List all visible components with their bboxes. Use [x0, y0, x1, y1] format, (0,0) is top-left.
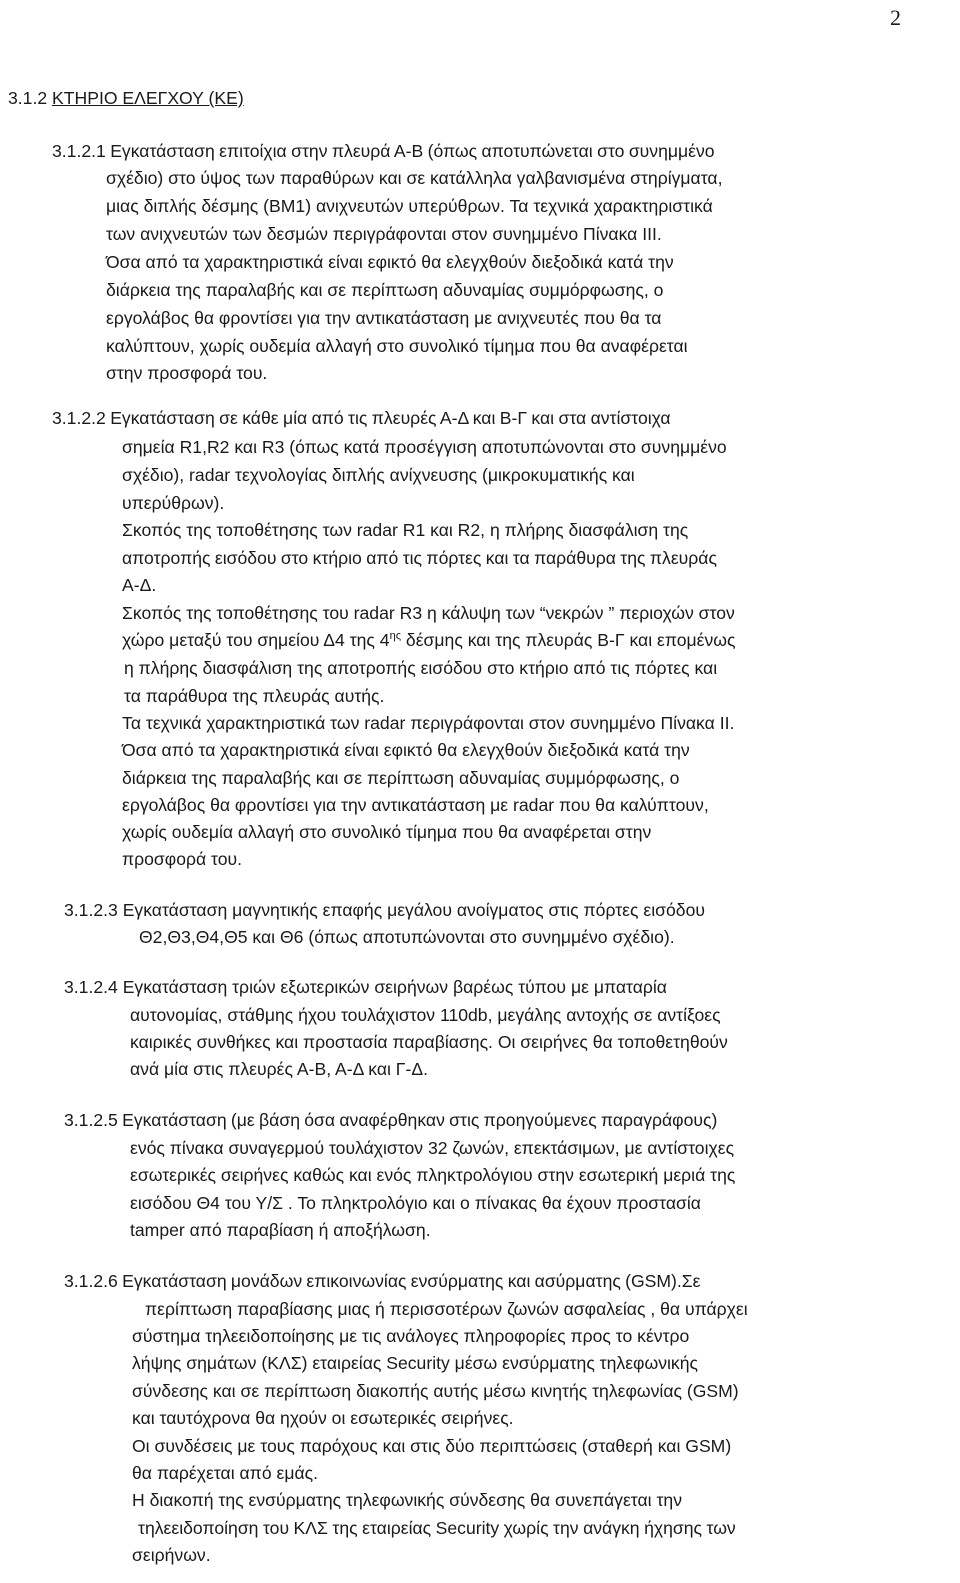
paragraph-line: σημεία R1,R2 και R3 (όπως κατά προσέγγιση αποτυπώνονται στο συνημμένο: [122, 437, 727, 457]
paragraph-line: εσωτερικές σειρήνες καθώς και ενός πληκτρολόγιου στην εσωτερική μεριά της: [130, 1165, 736, 1185]
paragraph-line: ανά μία στις πλευρές Α-Β, Α-Δ και Γ-Δ.: [130, 1059, 429, 1079]
paragraph-line: υπερύθρων).: [122, 493, 225, 513]
paragraph-line: η πλήρης διασφάλιση της αποτροπής εισόδου στο κτήριο από τις πόρτες και: [124, 658, 718, 678]
paragraph-line: τα παράθυρα της πλευράς αυτής.: [124, 686, 385, 706]
line-text: χώρο μεταξύ του σημείου Δ4 της 4: [122, 630, 390, 650]
paragraph-line: σειρήνων.: [132, 1545, 211, 1565]
paragraph-line: 3.1.2.2 Εγκατάσταση σε κάθε μία από τις πλευρές Α-Δ και Β-Γ και στα αντίστοιχα: [52, 408, 671, 428]
paragraph-line: εργολάβος θα φροντίσει για την αντικατάσταση με radar που θα καλύπτουν,: [122, 795, 709, 815]
paragraph-line: αυτονομίας, στάθμης ήχου τουλάχιστον 110db, μεγάλης αντοχής σε αντίξοες: [130, 1005, 721, 1025]
paragraph-line: 3.1.2.6 Εγκατάσταση μονάδων επικοινωνίας ενσύρματης και ασύρματης (GSM).Σε: [64, 1271, 701, 1291]
paragraph-line: Όσα από τα χαρακτηριστικά είναι εφικτό θα ελεγχθούν διεξοδικά κατά την: [122, 740, 690, 760]
page-number: 2: [890, 5, 901, 30]
ordinal-superscript: ης: [389, 630, 402, 643]
paragraph-line: εργολάβος θα φροντίσει για την αντικατάσταση με ανιχνευτές που θα τα: [106, 308, 662, 328]
paragraph-line: σύστημα τηλεειδοποίησης με τις ανάλογες πληροφορίες προς το κέντρο: [132, 1326, 690, 1346]
paragraph-line: προσφορά του.: [122, 849, 243, 869]
paragraph-line: Σκοπός της τοποθέτησης των radar R1 και R2, η πλήρης διασφάλιση της: [122, 520, 689, 540]
paragraph-line: θα παρέχεται από εμάς.: [132, 1463, 319, 1483]
paragraph-line: Τα τεχνικά χαρακτηριστικά των radar περιγράφονται στον συνημμένο Πίνακα ΙΙ.: [122, 713, 735, 733]
heading-title: ΚΤΗΡΙΟ ΕΛΕΓΧΟΥ (ΚΕ): [52, 88, 244, 108]
paragraph-line: καιρικές συνθήκες και προστασία παραβίασης. Οι σειρήνες θα τοποθετηθούν: [130, 1032, 728, 1052]
paragraph-line: τηλεειδοποίηση του ΚΛΣ της εταιρείας Security χωρίς την ανάγκη ήχησης των: [138, 1518, 736, 1538]
paragraph-line: και ταυτόχρονα θα ηχούν οι εσωτερικές σειρήνες.: [132, 1408, 514, 1428]
paragraph-line: χωρίς ουδεμία αλλαγή στο συνολικό τίμημα που θα αναφέρεται στην: [122, 822, 652, 842]
paragraph-line: μιας διπλής δέσμης (ΒΜ1) ανιχνευτών υπερύθρων. Τα τεχνικά χαρακτηριστικά: [106, 196, 713, 216]
paragraph-line: Α-Δ.: [122, 575, 157, 595]
heading-number: 3.1.2: [8, 88, 48, 108]
paragraph-line: των ανιχνευτών των δεσμών περιγράφονται στον συνημμένο Πίνακα ΙΙΙ.: [106, 224, 662, 244]
paragraph-line: tamper από παραβίαση ή αποξήλωση.: [130, 1220, 431, 1240]
paragraph-line: ενός πίνακα συναγερμού τουλάχιστον 32 ζωνών, επεκτάσιμων, με αντίστοιχες: [130, 1138, 735, 1158]
paragraph-line: περίπτωση παραβίασης μιας ή περισσοτέρων ζωνών ασφαλείας , θα υπάρχει: [145, 1299, 748, 1319]
paragraph-line: 3.1.2.3 Εγκατάσταση μαγνητικής επαφής μεγάλου ανοίγματος στις πόρτες εισόδου: [64, 900, 705, 920]
paragraph-line: Η διακοπή της ενσύρματης τηλεφωνικής σύνδεσης θα συνεπάγεται την: [132, 1490, 683, 1510]
paragraph-line: 3.1.2.4 Εγκατάσταση τριών εξωτερικών σειρήνων βαρέως τύπου με μπαταρία: [64, 977, 667, 997]
paragraph-line: [122, 628, 736, 652]
section-heading: [8, 86, 244, 110]
paragraph-line: σχέδιο) στο ύψος των παραθύρων και σε κατάλληλα γαλβανισμένα στηρίγματα,: [106, 168, 723, 188]
paragraph-line: διάρκεια της παραλαβής και σε περίπτωση αδυναμίας συμμόρφωσης, ο: [122, 768, 680, 788]
paragraph-line: διάρκεια της παραλαβής και σε περίπτωση αδυναμίας συμμόρφωσης, ο: [106, 280, 664, 300]
paragraph-line: 3.1.2.1 Εγκατάσταση επιτοίχια στην πλευρά Α-Β (όπως αποτυπώνεται στο συνημμένο: [52, 141, 715, 161]
paragraph-line: λήψης σημάτων (ΚΛΣ) εταιρείας Security μέσω ενσύρματης τηλεφωνικής: [132, 1353, 698, 1373]
paragraph-line: Οι συνδέσεις με τους παρόχους και στις δύο περιπτώσεις (σταθερή και GSM): [132, 1436, 732, 1456]
paragraph-line: εισόδου Θ4 του Υ/Σ . Το πληκτρολόγιο και ο πίνακας θα έχουν προστασία: [130, 1193, 701, 1213]
paragraph-line: καλύπτουν, χωρίς ουδεμία αλλαγή στο συνολικό τίμημα που θα αναφέρεται: [106, 336, 688, 356]
line-text: δέσμης και της πλευράς Β-Γ και επομένως: [401, 630, 736, 650]
paragraph-line: 3.1.2.5 Εγκατάσταση (με βάση όσα αναφέρθηκαν στις προηγούμενες παραγράφους): [64, 1110, 718, 1130]
paragraph-line: Θ2,Θ3,Θ4,Θ5 και Θ6 (όπως αποτυπώνονται στο συνημμένο σχέδιο).: [139, 927, 675, 947]
paragraph-line: σχέδιο), radar τεχνολογίας διπλής ανίχνευσης (μικροκυματικής και: [122, 465, 635, 485]
paragraph-line: Όσα από τα χαρακτηριστικά είναι εφικτό θα ελεγχθούν διεξοδικά κατά την: [106, 252, 674, 272]
paragraph-line: Σκοπός της τοποθέτησης του radar R3 η κάλυψη των “νεκρών ” περιοχών στον: [122, 603, 735, 623]
paragraph-line: σύνδεσης και σε περίπτωση διακοπής αυτής μέσω κινητής τηλεφωνίας (GSM): [132, 1381, 739, 1401]
paragraph-line: στην προσφορά του.: [106, 363, 268, 383]
paragraph-line: αποτροπής εισόδου στο κτήριο από τις πόρτες και τα παράθυρα της πλευράς: [122, 548, 717, 568]
